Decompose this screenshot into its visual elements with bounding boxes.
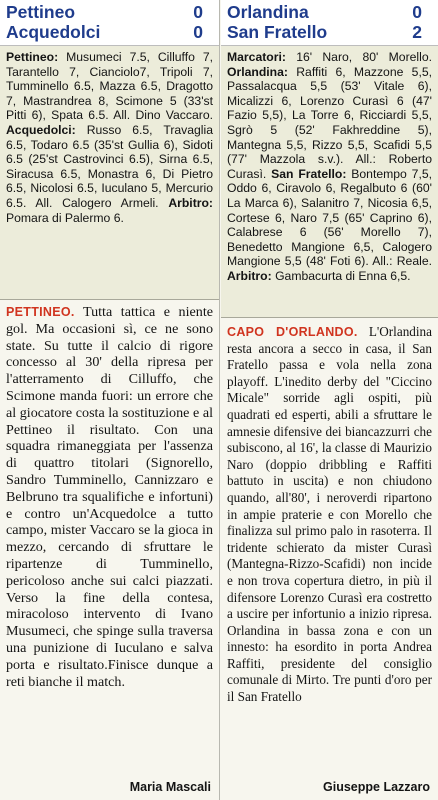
referee-label: Arbitro: <box>227 268 272 283</box>
right-scoreline <box>221 0 438 46</box>
home-team-row <box>6 2 213 22</box>
article-body: L'Orlandina resta ancora a secco in casa, il San Fratello passa e vola nella zona playoff. L'inedito derby del "Ciccino Micale" sorride agli ospiti, più quadrati ed esperti, abili a sfruttare le amnesie difensive dei biancazzurri che subiscono, al 16', la classe di Maurizio Naro (doppio dribbling e Raffiti battuto in uscita) e non chiudono quando, all'80', i neroverdi ripartono in ampie praterie e con Morello che finalizza sul primo palo in rasoterra. Il tridente schierato da mister Curasì (Mantegna-Rizzo-Scafidi) non incide e non trova copertura dietro, in più il difensore Lorenzo Curasì era costretto a uscire per infortunio a inizio ripresa. Orlandina in bassa zona e con un innesto: ha esordito in porta Andrea Raffiti, presidente del consiglio comunale di Mirto. Tre punti d'oro per il San Fratello <box>227 324 432 705</box>
article-body: Tutta tattica e niente gol. Ma occasioni sì, ce ne sono state. Su tutte il calcio di rigore concesso al 30' della ripresa per l'atterramento di Cilluffo, che Scimone manda fuori: un errore che al giocatore costa la sostituzione e al Pettineo il risultato. Con una squadra rimaneggiata per l'assenza di quattro titolari (Signorello, Sandro Tumminello, Cannizzaro e Belbruno tra squalifiche e infortuni) e contro un'Acquedolce a tutto campo, mister Vaccaro se la gioca in mezzo, cercando di sfruttare le ripartenze di Tumminello, pericoloso anche sui calci piazzati. Verso la fine della contesa, miracoloso intervento di Ivano Musumeci, che spinge sulla traversa una punizione di Iuculano e salva porta e risultato.Finisce dunque a reti bianche il match. <box>6 304 213 690</box>
away-team-row <box>227 22 432 42</box>
referee-text: Gambacurta di Enna 6,5. <box>271 268 411 283</box>
article-kicker: CAPO D'ORLANDO. <box>227 325 358 339</box>
home-team-row <box>227 2 432 22</box>
team2-lineup: Russo 6.5, Travaglia 6.5, Todaro 6.5 (35'st Gullia 6), Sidoti 6.5 (25'st Castrovinci 6.5), Sirna 6.5, Siracusa 6.5, Monastra 6, Di Pietro 6.5, Nicolosi 6.5, Iuculano 5, Mercurio 6.5. All. Calogero Armeli. <box>6 122 213 210</box>
article-author: Maria Mascali <box>129 780 211 794</box>
team1-label: Orlandina: <box>227 64 288 79</box>
right-match-column <box>221 0 438 800</box>
away-team-goals: 2 <box>412 22 422 42</box>
column-divider <box>219 0 220 800</box>
home-team-goals: 0 <box>412 2 422 22</box>
scorers-label: Marcatori: <box>227 50 286 64</box>
team2-lineup: Bontempo 7,5, Oddo 6, Ciravolo 6, Regalbuto 6 (60' La Marca 6), Salanitro 7, Nicosia 6,5, Cortese 6, Naro 7,5 (65' Caprino 6), Calabrese 6 (56' Morello 7), Benedetto Mangione 6,5, Calogero Mangione 5,5 (48' Foti 6). All.: Reale. <box>227 166 432 269</box>
home-team-goals: 0 <box>193 2 203 22</box>
home-team-name: Orlandina <box>227 2 309 22</box>
team1-lineup: Raffiti 6, Mazzone 5,5, Passalacqua 5,5 (53' Vitale 6), Micalizzi 6, Lorenzo Curasì 6 (47' Fazio 5,5), La Torre 6, Ricciardi 5,5, Sgrò 5 (52' Fakhreddine 5), Mantegna 5,5, Rizzo 5,5, Scafidi 5,5 (77' Mazzola s.v.). All.: Roberto Curasì. <box>227 64 432 181</box>
team1-label: Pettineo: <box>6 50 59 64</box>
scorers-text: 16' Naro, 80' Morello. <box>285 50 432 64</box>
away-team-goals: 0 <box>193 22 203 42</box>
team2-label: Acquedolci: <box>6 122 76 137</box>
article-author: Giuseppe Lazzaro <box>323 780 430 794</box>
left-scoreline <box>0 0 219 46</box>
home-team-name: Pettineo <box>6 2 76 22</box>
away-team-name: San Fratello <box>227 22 328 42</box>
referee-label: Arbitro: <box>168 195 213 210</box>
left-article <box>0 300 219 690</box>
right-lineups-box <box>221 46 438 318</box>
team1-lineup: Musumeci 7.5, Cilluffo 7, Tarantello 7, Cianciolo7, Tripoli 7, Tumminello 6.5, Mazza 6.5, Dragotto 7, Mastrandrea 8, Scimone 5 (33'st Pitti 6), Spata 6.5. All. Dino Vaccaro. <box>6 50 213 123</box>
article-kicker: PETTINEO. <box>6 305 75 319</box>
away-team-name: Acquedolci <box>6 22 101 42</box>
away-team-row <box>6 22 213 42</box>
right-article <box>221 318 438 706</box>
team2-label: San Fratello: <box>271 166 347 181</box>
referee-text: Pomara di Palermo 6. <box>6 210 124 225</box>
left-lineups-box <box>0 46 219 300</box>
